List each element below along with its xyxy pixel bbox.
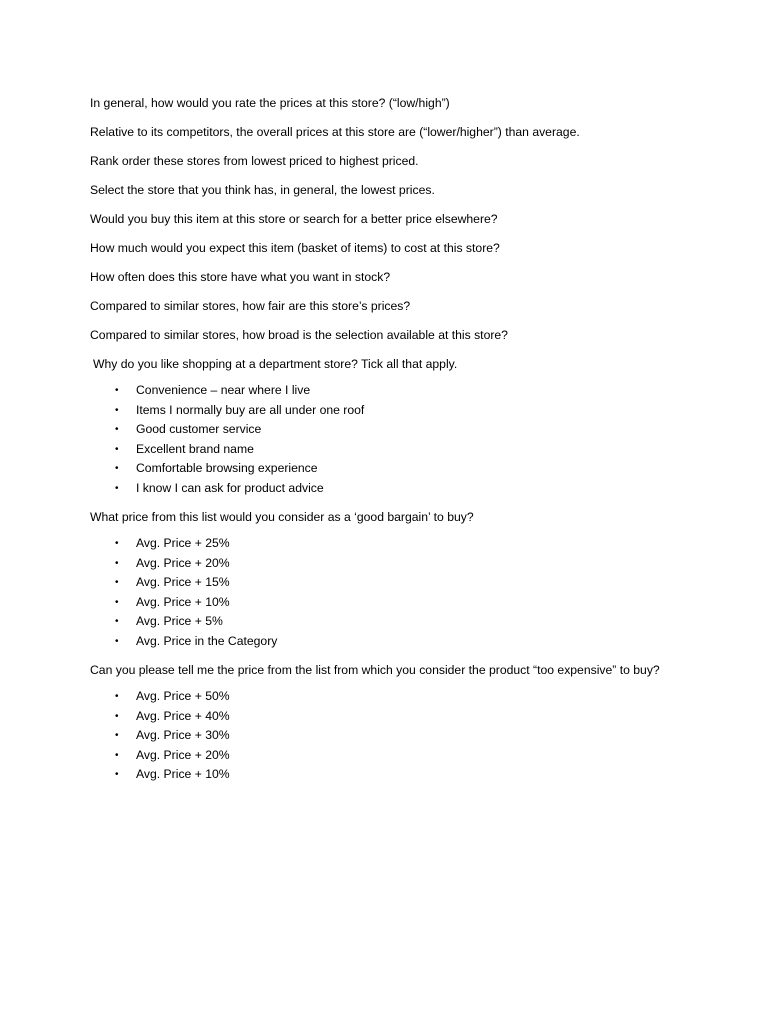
list-item xyxy=(90,614,680,634)
list-item xyxy=(90,461,680,481)
option-label: Avg. Price + 30% xyxy=(136,728,230,742)
list-item xyxy=(90,481,680,501)
list-item xyxy=(90,575,680,595)
list-item xyxy=(90,748,680,768)
question-good-bargain: What price from this list would you consider as a ‘good bargain’ to buy? xyxy=(90,510,474,524)
option-label: Avg. Price + 10% xyxy=(136,767,230,781)
bullet-icon: • xyxy=(115,385,119,396)
question-too-expensive: Can you please tell me the price from the list from which you consider the product “too expensive” to buy? xyxy=(90,663,660,677)
bullet-icon: • xyxy=(115,749,119,761)
option-label: Avg. Price + 20% xyxy=(136,747,230,762)
question-price-rating: In general, how would you rate the prices at this store? (“low/high”) xyxy=(90,96,450,110)
option-label: I know I can ask for product advice xyxy=(136,480,324,495)
list-item xyxy=(90,767,680,787)
option-label: Avg. Price + 15% xyxy=(136,575,230,589)
list-item xyxy=(90,442,680,462)
bullet-icon: • xyxy=(115,616,119,627)
list-item xyxy=(90,689,680,709)
question-expected-cost: How much would you expect this item (basket of items) to cost at this store? xyxy=(90,241,500,255)
bullet-icon: • xyxy=(115,538,119,549)
option-label: Avg. Price in the Category xyxy=(136,633,278,648)
question-rank-order-stores: Rank order these stores from lowest priced to highest priced. xyxy=(90,154,419,168)
question-department-store: Why do you like shopping at a department store? Tick all that apply. xyxy=(93,357,458,371)
bullet-icon: • xyxy=(115,730,119,741)
option-label: Avg. Price + 25% xyxy=(136,536,230,550)
option-label: Avg. Price + 5% xyxy=(136,614,223,628)
bullet-icon: • xyxy=(115,710,119,722)
option-label: Avg. Price + 20% xyxy=(136,555,230,570)
good-bargain-options-list xyxy=(90,536,680,653)
bullet-icon: • xyxy=(115,769,119,780)
bullet-icon: • xyxy=(115,596,119,608)
list-item xyxy=(90,403,680,423)
option-label: Items I normally buy are all under one roof xyxy=(136,402,365,417)
bullet-icon: • xyxy=(115,424,119,435)
bullet-icon: • xyxy=(115,482,119,494)
option-label: Excellent brand name xyxy=(136,441,254,456)
option-label: Avg. Price + 10% xyxy=(136,594,230,609)
bullet-icon: • xyxy=(115,463,119,474)
list-item xyxy=(90,536,680,556)
bullet-icon: • xyxy=(115,691,119,702)
question-in-stock-frequency: How often does this store have what you want in stock? xyxy=(90,270,391,284)
bullet-icon: • xyxy=(115,557,119,569)
list-item xyxy=(90,383,680,403)
option-label: Avg. Price + 50% xyxy=(136,689,230,703)
question-buy-or-search: Would you buy this item at this store or search for a better price elsewhere? xyxy=(90,212,498,226)
list-item xyxy=(90,728,680,748)
too-expensive-options-list xyxy=(90,689,680,787)
question-fairness-of-prices: Compared to similar stores, how fair are this store’s prices? xyxy=(90,299,411,313)
list-item xyxy=(90,422,680,442)
question-relative-to-competitors: Relative to its competitors, the overall prices at this store are (“lower/higher”) than average. xyxy=(90,125,580,139)
document-body xyxy=(90,96,680,797)
question-select-lowest-store: Select the store that you think has, in general, the lowest prices. xyxy=(90,183,435,197)
list-item xyxy=(90,595,680,615)
bullet-icon: • xyxy=(115,577,119,588)
list-item xyxy=(90,634,680,654)
option-label: Comfortable browsing experience xyxy=(136,461,318,475)
list-item xyxy=(90,709,680,729)
option-label: Convenience – near where I live xyxy=(136,383,311,397)
bullet-icon: • xyxy=(115,635,119,647)
department-store-options-list xyxy=(90,383,680,500)
bullet-icon: • xyxy=(115,443,119,455)
option-label: Avg. Price + 40% xyxy=(136,708,230,723)
bullet-icon: • xyxy=(115,404,119,416)
question-selection-breadth: Compared to similar stores, how broad is the selection available at this store? xyxy=(90,328,508,342)
list-item xyxy=(90,556,680,576)
option-label: Good customer service xyxy=(136,422,262,436)
